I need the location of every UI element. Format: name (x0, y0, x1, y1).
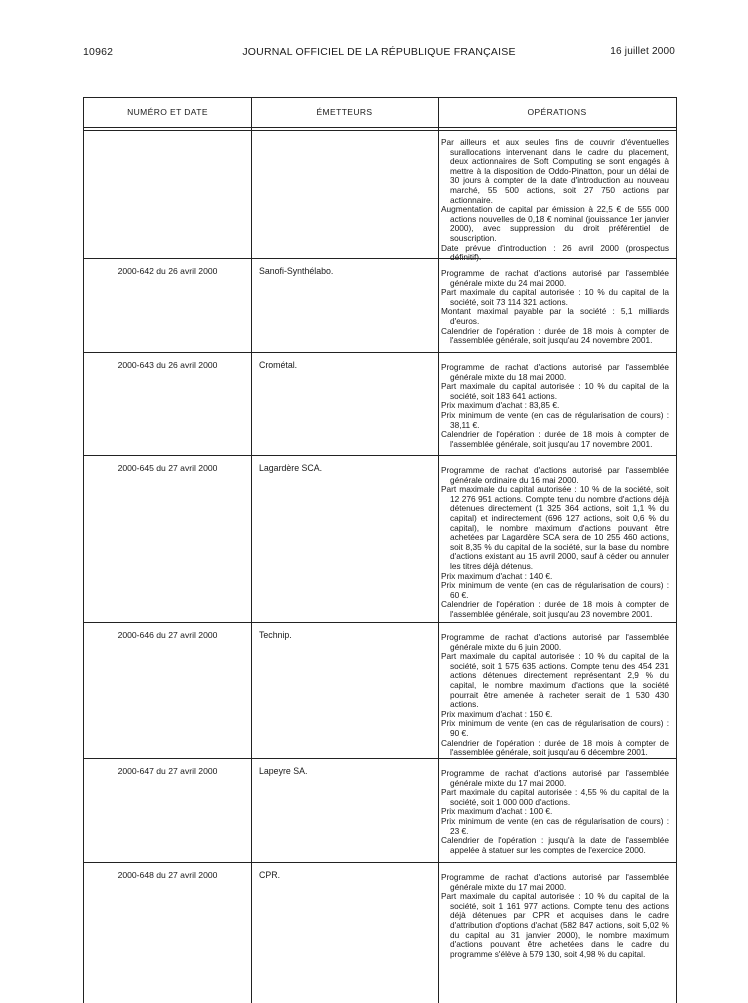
operation-paragraph: Part maximale du capital autorisée : 10 % du capital de la société, soit 73 114 321 actions. (441, 287, 669, 307)
row-divider (84, 352, 676, 353)
row-divider (84, 622, 676, 623)
operation-paragraph: Prix minimum de vente (en cas de régularisation de cours) : 38,11 €. (441, 409, 669, 430)
operation-paragraph: Calendrier de l'opération : durée de 18 mois à compter de l'assemblée générale, soit jusqu'au 23 novembre 2001. (441, 599, 669, 619)
operation-paragraph: Programme de rachat d'actions autorisé par l'assemblée générale mixte du 24 mai 2000. (441, 268, 669, 288)
operations-cell (441, 269, 669, 346)
emetteur: CPR. (259, 870, 281, 880)
operation-paragraph: Programme de rachat d'actions autorisé par l'assemblée générale mixte du 18 mai 2000. (441, 362, 669, 382)
operation-paragraph: Prix maximum d'achat : 100 €. (441, 806, 553, 817)
emetteur: Lapeyre SA. (259, 766, 308, 776)
column-header-operations: OPÉRATIONS (527, 107, 587, 117)
operation-paragraph: Part maximale du capital autorisée : 10 % du capital de la société, soit 1 575 635 actions. Compte tenu des 454 231 actions détenues directement représentant 2,9 % du capital, le nombre maximum d'actions que la société pourrait être amenée à racheter serait de 1 530 430 actions. (441, 651, 669, 710)
operation-paragraph: Prix maximum d'achat : 140 €. (441, 570, 553, 581)
emetteur: Lagardère SCA. (259, 463, 323, 473)
operation-paragraph: Prix maximum d'achat : 83,85 €. (441, 400, 560, 411)
numero-date: 2000-646 du 27 avril 2000 (117, 630, 218, 640)
row-divider (84, 455, 676, 456)
operation-paragraph: Part maximale du capital autorisée : 10 % de la société, soit 12 276 951 actions. Compte tenu du nombre d'actions déjà détenues directement (1 325 364 actions, soit 1,1 % du capital) et indirectement (696 127 actions, soit 0,6 % du capital), le nombre maximum d'actions pouvant être achetées par Lagardère SCA sera de 10 255 460 actions, soit 8,35 % du capital de la société, sur la base du nombre d'actions existant au 15 avril 2000, sauf à céder ou annuler les titres déjà détenus. (441, 484, 669, 571)
operations-cell (441, 873, 669, 959)
page-number: 10962 (83, 46, 114, 58)
page-header (83, 46, 675, 60)
operation-paragraph: Montant maximal payable par la société : 5,1 milliards d'euros. (441, 306, 669, 326)
publication-date: 16 juillet 2000 (610, 46, 675, 57)
operation-paragraph: Prix minimum de vente (en cas de régularisation de cours) : 60 €. (441, 580, 669, 600)
operation-paragraph: Calendrier de l'opération : durée de 18 mois à compter de l'assemblée générale, soit jusqu'au 24 novembre 2001. (441, 325, 669, 346)
table-header (84, 98, 676, 127)
operation-paragraph: Calendrier de l'opération : durée de 18 mois à compter de l'assemblée générale, soit jusqu'au 17 novembre 2001. (441, 429, 669, 449)
operation-paragraph: Calendrier de l'opération : durée de 18 mois à compter de l'assemblée générale, soit jusqu'au 6 décembre 2001. (441, 737, 669, 758)
numero-date: 2000-648 du 27 avril 2000 (117, 870, 218, 880)
emetteur: Sanofi-Synthélabo. (259, 266, 334, 276)
operations-table (83, 97, 677, 1003)
operations-cell (441, 633, 669, 758)
column-header-numero: NUMÉRO ET DATE (127, 107, 208, 117)
operation-paragraph: Programme de rachat d'actions autorisé par l'assemblée générale mixte du 17 mai 2000. (441, 872, 669, 892)
operation-paragraph: Part maximale du capital autorisée : 10 % du capital de la société, soit 1 161 977 actions. Compte tenu des actions déjà détenues par CPR et acquises dans le cadre d'attribution d'options d'achat (582 847 actions, soit 5,02 % du capital au 31 janvier 2000), le nombre maximum d'actions pouvant être achetées dans le cadre du programme s'élève à 579 130, soit 4,98 % du capital. (441, 891, 669, 959)
journal-title: JOURNAL OFFICIEL DE LA RÉPUBLIQUE FRANÇAISE (242, 46, 516, 58)
numero-date: 2000-645 du 27 avril 2000 (117, 463, 218, 473)
operation-paragraph: Calendrier de l'opération : jusqu'à la date de l'assemblée appelée à statuer sur les comptes de l'exercice 2000. (441, 835, 669, 855)
numero-date: 2000-647 du 27 avril 2000 (117, 766, 218, 776)
operations-cell (441, 769, 669, 855)
numero-date: 2000-643 du 26 avril 2000 (117, 360, 218, 370)
emetteur: Technip. (259, 630, 292, 640)
operation-paragraph: Programme de rachat d'actions autorisé par l'assemblée générale mixte du 6 juin 2000. (441, 632, 669, 652)
operation-paragraph: Part maximale du capital autorisée : 4,55 % du capital de la société, soit 1 000 000 d'actions. (441, 787, 669, 807)
row-divider (84, 130, 676, 131)
column-header-emetteurs: ÉMETTEURS (316, 107, 373, 117)
row-divider (84, 862, 676, 863)
operation-paragraph: Programme de rachat d'actions autorisé par l'assemblée générale ordinaire du 16 mai 2000. (441, 465, 669, 485)
operation-paragraph: Prix maximum d'achat : 150 €. (441, 708, 553, 719)
row-divider (84, 258, 676, 259)
emetteur: Crométal. (259, 360, 298, 370)
row-divider (84, 127, 676, 128)
numero-date: 2000-642 du 26 avril 2000 (117, 266, 218, 276)
operation-paragraph: Programme de rachat d'actions autorisé par l'assemblée générale mixte du 17 mai 2000. (441, 768, 669, 788)
column-divider (251, 98, 252, 1003)
operation-paragraph: Prix minimum de vente (en cas de régularisation de cours) : 90 €. (441, 718, 669, 738)
row-divider (84, 758, 676, 759)
operations-cell (441, 363, 669, 449)
operations-cell (441, 466, 669, 620)
column-divider (438, 98, 439, 1003)
operation-paragraph: Augmentation de capital par émission à 22,5 € de 555 000 actions nouvelles de 0,18 € nominal (jouissance 1er janvier 2000), avec suppression du droit préférentiel de souscription. (441, 204, 669, 243)
operation-paragraph: Prix minimum de vente (en cas de régularisation de cours) : 23 €. (441, 815, 669, 836)
operation-paragraph: Par ailleurs et aux seules fins de couvrir d'éventuelles surallocations intervenant dans le cadre du placement, deux actionnaires de Soft Computing se sont engagés à mettre à la disposition de Oddo-Pinatton, pour un délai de 30 jours à compter de la date d'introduction au nouveau marché, 55 500 actions, soit 27 750 actions par actionnaire. (441, 137, 669, 205)
operation-paragraph: Part maximale du capital autorisée : 10 % du capital de la société, soit 183 641 actions. (441, 381, 669, 401)
operation-paragraph: Date prévue d'introduction : 26 avril 2000 (prospectus définitif). (441, 242, 669, 263)
operations-cell (441, 138, 669, 263)
